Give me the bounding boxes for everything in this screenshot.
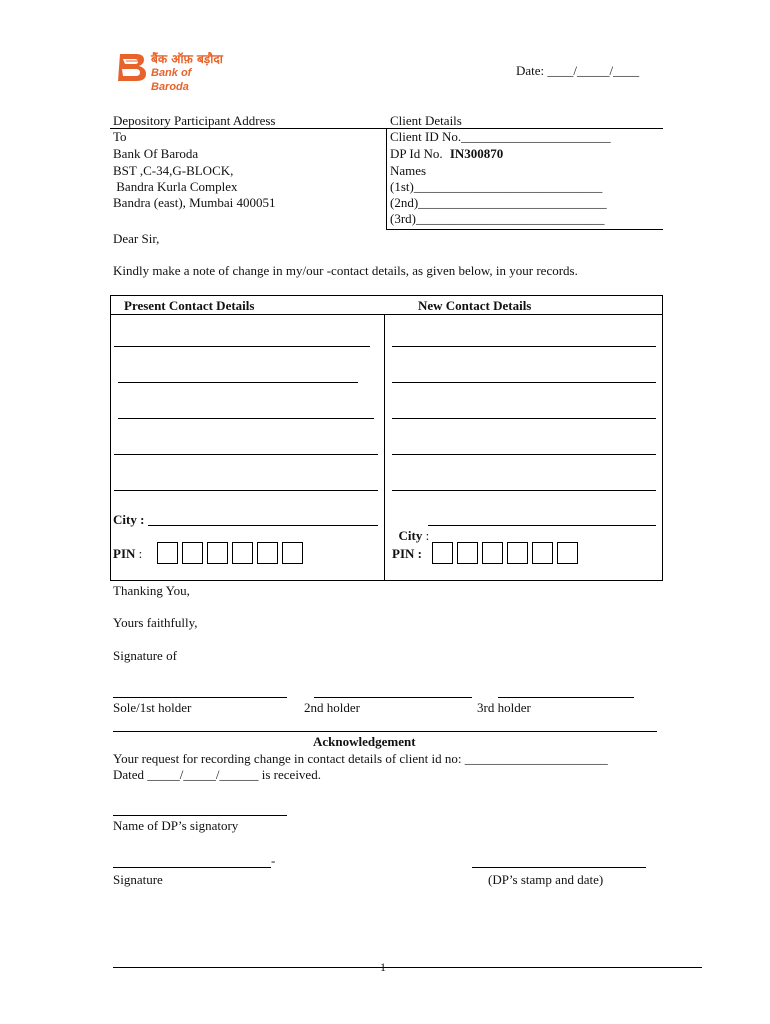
thanking-text: Thanking You, — [113, 583, 190, 598]
logo-hindi-text: बैंक ऑफ़ बड़ौदा — [151, 52, 223, 66]
new-pin-label-row — [392, 546, 422, 562]
new-city-field[interactable] — [428, 525, 656, 526]
pin-digit-box[interactable] — [282, 542, 303, 564]
pin-digit-box[interactable] — [232, 542, 253, 564]
holder2-label: 2nd holder — [304, 700, 360, 715]
new-pin-label: PIN — [392, 546, 415, 561]
new-city-label-row — [392, 512, 432, 544]
new-contact-header: New Contact Details — [418, 298, 532, 313]
signature-label: Signature — [113, 872, 163, 887]
dp-address-line: Bandra (east), Mumbai 400051 — [113, 195, 276, 210]
pin-digit-box[interactable] — [557, 542, 578, 564]
new-contact-line[interactable] — [392, 454, 656, 455]
present-city-label: City : — [113, 512, 148, 527]
dp-address-line: Bank Of Baroda — [113, 146, 199, 161]
bank-of-baroda-logo-icon — [114, 52, 148, 82]
present-city-field[interactable] — [148, 525, 378, 526]
present-contact-line[interactable] — [114, 490, 378, 491]
name-2nd-field[interactable]: (2nd)_____________________________ — [390, 195, 607, 210]
pin-digit-box[interactable] — [532, 542, 553, 564]
pin-digit-box[interactable] — [207, 542, 228, 564]
new-contact-line[interactable] — [392, 418, 656, 419]
pin-digit-box[interactable] — [257, 542, 278, 564]
acknowledgement-line2[interactable]: Dated _____/_____/______ is received. — [113, 767, 321, 782]
acknowledgement-divider — [113, 731, 657, 732]
pin-digit-box[interactable] — [507, 542, 528, 564]
dp-address-line: BST ,C-34,G-BLOCK, — [113, 163, 234, 178]
new-contact-line[interactable] — [392, 346, 656, 347]
pin-digit-box[interactable] — [432, 542, 453, 564]
pin-digit-box[interactable] — [157, 542, 178, 564]
client-details-heading: Client Details — [390, 113, 462, 128]
bank-logo — [114, 52, 224, 93]
page-number: 1 — [380, 960, 386, 974]
pin-digit-box[interactable] — [457, 542, 478, 564]
present-contact-header: Present Contact Details — [124, 298, 255, 313]
dp-address-line: Bandra Kurla Complex — [113, 179, 238, 194]
pin-digit-box[interactable] — [482, 542, 503, 564]
new-contact-line[interactable] — [392, 490, 656, 491]
new-contact-line[interactable] — [392, 382, 656, 383]
dp-id-value: IN300870 — [449, 146, 504, 161]
dp-id-label: DP Id No. — [390, 146, 443, 161]
holder2-signature-line[interactable] — [314, 697, 472, 698]
pin-digit-box[interactable] — [182, 542, 203, 564]
signature-dash: - — [271, 853, 276, 868]
greeting: Dear Sir, — [113, 231, 160, 246]
new-pin-separator: : — [414, 546, 422, 561]
dp-id-row — [390, 146, 503, 162]
table-column-divider — [384, 314, 385, 581]
signature-of-text: Signature of — [113, 648, 177, 663]
logo-english-text: Bank of Baroda — [151, 67, 192, 93]
new-pin-boxes — [432, 542, 582, 564]
footer-line — [113, 967, 702, 968]
present-contact-line[interactable] — [114, 454, 378, 455]
acknowledgement-line1[interactable]: Your request for recording change in contact details of client id no: ______________________ — [113, 751, 608, 766]
yours-faithfully-text: Yours faithfully, — [113, 615, 198, 630]
holder3-signature-line[interactable] — [498, 697, 634, 698]
stamp-line[interactable] — [472, 867, 646, 868]
dp-signatory-line[interactable] — [113, 815, 287, 816]
stamp-label: (DP’s stamp and date) — [488, 872, 604, 887]
present-pin-label: PIN — [113, 546, 136, 561]
dp-address-underline — [110, 128, 386, 129]
acknowledgement-title: Acknowledgement — [313, 734, 416, 749]
names-label: Names — [390, 163, 427, 178]
present-pin-separator: : — [135, 546, 143, 561]
client-id-field[interactable]: Client ID No._______________________ — [390, 129, 611, 144]
present-pin-boxes — [157, 542, 307, 564]
dp-address-line: To — [113, 129, 127, 144]
name-3rd-field[interactable]: (3rd)_____________________________ — [390, 211, 605, 226]
present-contact-line[interactable] — [118, 382, 358, 383]
holder1-signature-line[interactable] — [113, 697, 287, 698]
holder1-label: Sole/1st holder — [113, 700, 192, 715]
name-1st-field[interactable]: (1st)_____________________________ — [390, 179, 603, 194]
dp-address-heading: Depository Participant Address — [113, 113, 276, 128]
contact-details-table — [110, 295, 663, 581]
new-city-label: City — [398, 528, 423, 543]
date-field[interactable]: Date: ____/_____/____ — [516, 63, 640, 78]
holder3-label: 3rd holder — [477, 700, 531, 715]
signature-line[interactable] — [113, 867, 271, 868]
present-contact-line[interactable] — [118, 418, 374, 419]
new-city-separator: : — [422, 528, 433, 543]
present-contact-line[interactable] — [114, 346, 370, 347]
dp-signatory-label: Name of DP’s signatory — [113, 818, 239, 833]
table-header-divider — [110, 314, 663, 315]
present-pin-label-row — [113, 546, 142, 562]
intro-text: Kindly make a note of change in my/our -contact details, as given below, in your records. — [113, 263, 578, 278]
